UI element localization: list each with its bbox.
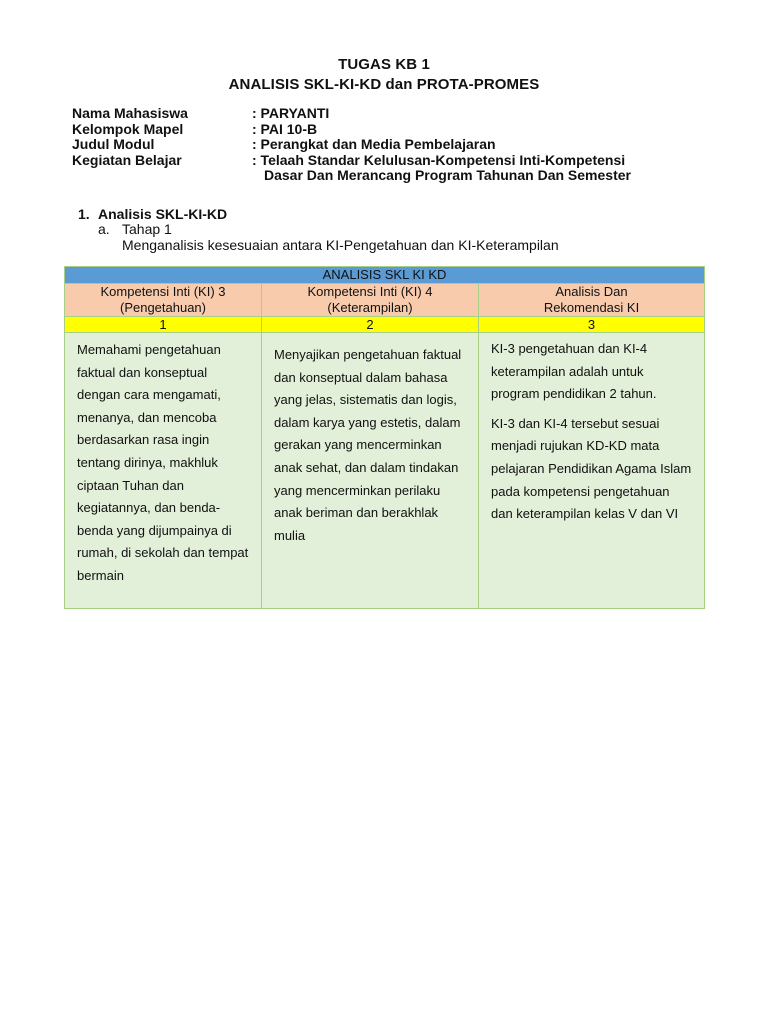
- info-label: Nama Mahasiswa: [72, 105, 188, 121]
- info-row-name: [72, 106, 631, 122]
- table-cell-ki3: Memahami pengetahuan faktual dan konseptual dengan cara mengamati, menanya, dan mencoba berdasarkan rasa ingin tentang dirinya, makhluk ciptaan Tuhan dan kegiatannya, dan benda-benda yang dijumpainya di rumah, di sekolah dan tempat bermain: [65, 333, 262, 609]
- column-number: 3: [479, 317, 705, 333]
- info-row-group: [72, 122, 631, 138]
- analysis-table: [64, 266, 705, 609]
- document-subtitle: ANALISIS SKL-KI-KD dan PROTA-PROMES: [228, 76, 540, 93]
- section-heading: [78, 206, 227, 222]
- info-value: : PARYANTI: [252, 105, 330, 121]
- info-value: : Telaah Standar Kelulusan-Kompetensi Inti-Kompetensi: [252, 151, 626, 168]
- section-title: Analisis SKL-KI-KD: [98, 206, 228, 222]
- document-title: TUGAS KB 1: [338, 56, 430, 73]
- subsection-description: Menganalisis kesesuaian antara KI-Pengetahuan dan KI-Keterampilan: [122, 236, 559, 253]
- info-value-continuation: Dasar Dan Merancang Program Tahunan Dan Semester: [264, 167, 631, 183]
- analysis-paragraph: KI-3 pengetahuan dan KI-4 keterampilan adalah untuk program pendidikan 2 tahun.: [491, 341, 657, 402]
- subsection-title: Tahap 1: [122, 221, 172, 237]
- info-label: Kegiatan Belajar: [72, 151, 182, 168]
- table-cell-ki4: Menyajikan pengetahuan faktual dan konseptual dalam bahasa yang jelas, sistematis dan logis, dalam karya yang estetis, dalam gerakan yang mencerminkan anak sehat, dan dalam tindakan yang mencerminkan perilaku anak beriman dan berakhlak mulia: [262, 333, 479, 609]
- info-value: : PAI 10-B: [252, 120, 318, 137]
- analysis-paragraph: KI-3 dan KI-4 tersebut sesuai menjadi rujukan KD-KD mata pelajaran Pendidikan Agama Islam pada kompetensi pengetahuan dan keterampilan kelas V dan VI: [491, 415, 692, 522]
- info-label: Judul Modul: [72, 136, 155, 152]
- student-info: [72, 106, 631, 184]
- info-label: Kelompok Mapel: [72, 120, 184, 137]
- subsection-letter: a.: [98, 221, 110, 237]
- column-header-ki4: Kompetensi Inti (KI) 4 (Keterampilan): [262, 284, 479, 317]
- section-number: 1.: [78, 206, 90, 222]
- column-header-ki3: Kompetensi Inti (KI) 3 (Pengetahuan): [65, 284, 262, 317]
- info-row-activity: [72, 153, 631, 169]
- table-cell-analysis: [479, 333, 705, 609]
- table-caption: ANALISIS SKL KI KD: [65, 267, 705, 284]
- column-number: 2: [262, 317, 479, 333]
- column-number: 1: [65, 317, 262, 333]
- info-value: : Perangkat dan Media Pembelajaran: [252, 136, 496, 152]
- column-header-analysis: Analisis Dan Rekomendasi KI: [479, 284, 705, 317]
- subsection: [98, 222, 559, 253]
- info-row-module: [72, 137, 631, 153]
